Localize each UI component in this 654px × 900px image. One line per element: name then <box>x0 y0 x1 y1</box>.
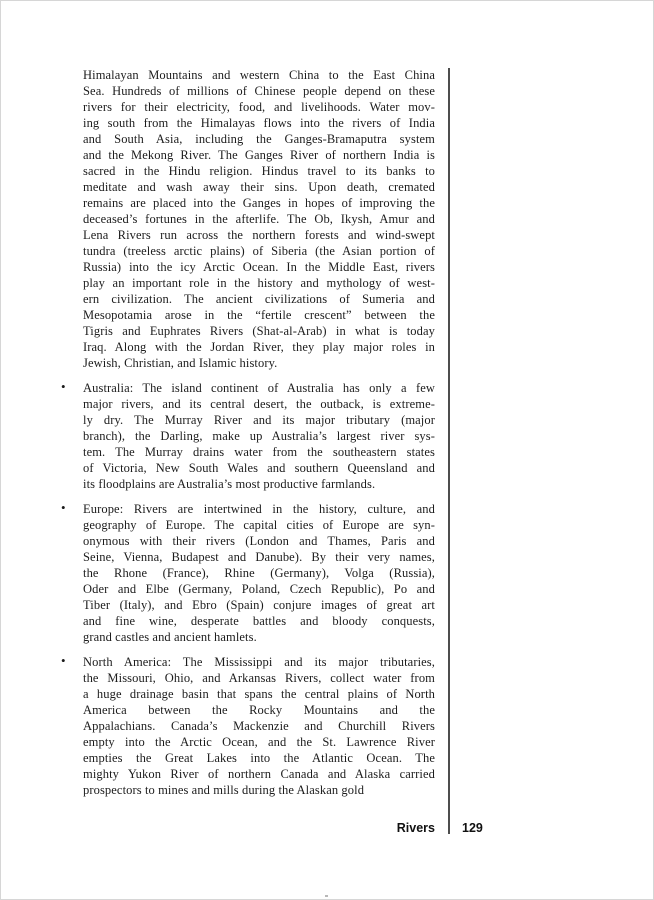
text-line: deceased’s fortunes in the afterlife. The Ob, Ikysh, Amur and <box>83 212 435 226</box>
bullet-item-north-america <box>61 653 435 798</box>
text-line: branch), the Darling, make up Australia’s largest river sys- <box>83 429 435 443</box>
text-line: Jewish, Christian, and Islamic history. <box>83 356 278 370</box>
text-line: and South Asia, including the Ganges-Bramaputra system <box>83 132 435 146</box>
text-line: Lena Rivers run across the northern forests and wind-swept <box>83 228 435 242</box>
text-line: prospectors to mines and mills during the Alaskan gold <box>83 783 365 797</box>
text-line: Tigris and Euphrates Rivers (Shat-al-Arab) in what is today <box>83 324 435 338</box>
text-line: remains are placed into the Ganges in hopes of improving the <box>83 196 435 210</box>
text-line: play an important role in the history and mythology of west- <box>83 276 435 290</box>
text-line: Europe: Rivers are intertwined in the history, culture, and <box>83 502 435 516</box>
text-line: and fine wine, desperate battles and bloody conquests, <box>83 614 435 628</box>
text-line: rivers for their electricity, food, and livelihoods. Water mov- <box>83 100 435 114</box>
text-line: tem. The Murray drains water from the southeastern states <box>83 445 435 459</box>
text-line: Himalayan Mountains and western China to the East China <box>83 68 435 82</box>
text-line: Appalachians. Canada’s Mackenzie and Churchill Rivers <box>83 719 435 733</box>
text-line: Iraq. Along with the Jordan River, they play major roles in <box>83 340 435 354</box>
text-line: major rivers, and its central desert, the outback, is extreme- <box>83 397 435 411</box>
text-line: its floodplains are Australia’s most productive farmlands. <box>83 477 376 491</box>
text-line: Sea. Hundreds of millions of Chinese people depend on these <box>83 84 435 98</box>
text-line: North America: The Mississippi and its major tributaries, <box>83 655 435 669</box>
text-line: a huge drainage basin that spans the central plains of North <box>83 687 435 701</box>
text-line: of Victoria, New South Wales and southern Queensland and <box>83 461 435 475</box>
bullet-icon: • <box>61 379 66 394</box>
text-line: empties the Great Lakes into the Atlantic Ocean. The <box>83 751 435 765</box>
text-column <box>61 67 435 798</box>
bullet-text-europe <box>83 501 435 645</box>
footer-page-number: 129 <box>462 821 483 835</box>
text-line: sacred in the Hindu religion. Hindus travel to its banks to <box>83 164 435 178</box>
text-line: the Rhone (France), Rhine (Germany), Volga (Russia), <box>83 566 435 580</box>
bullet-item-europe <box>61 500 435 645</box>
text-line: Oder and Elbe (Germany, Poland, Czech Republic), Po and <box>83 582 435 596</box>
text-line: empty into the Arctic Ocean, and the St. Lawrence River <box>83 735 435 749</box>
text-line: Russia) into the icy Arctic Ocean. In the Middle East, rivers <box>83 260 435 274</box>
intro-paragraph <box>83 67 435 371</box>
text-line: Australia: The island continent of Australia has only a few <box>83 381 435 395</box>
text-line: the Missouri, Ohio, and Arkansas Rivers, collect water from <box>83 671 435 685</box>
margin-rule <box>448 68 450 834</box>
text-line: America between the Rocky Mountains and the <box>83 703 435 717</box>
text-line: Seine, Vienna, Budapest and Danube). By their very names, <box>83 550 435 564</box>
text-line: ing south from the Himalayas flows into the rivers of India <box>83 116 435 130</box>
footer-section-label: Rivers <box>396 821 435 835</box>
text-line: ern civilization. The ancient civilizations of Sumeria and <box>83 292 435 306</box>
bullet-text-north-america <box>83 654 435 798</box>
text-line: Tiber (Italy), and Ebro (Spain) conjure images of great art <box>83 598 435 612</box>
text-line: onymous with their rivers (London and Thames, Paris and <box>83 534 435 548</box>
text-line: mighty Yukon River of northern Canada and Alaska carried <box>83 767 435 781</box>
text-line: geography of Europe. The capital cities of Europe are syn- <box>83 518 435 532</box>
text-line: ly dry. The Murray River and its major tributary (major <box>83 413 435 427</box>
bullet-item-australia <box>61 379 435 492</box>
text-line: meditate and wash away their sins. Upon death, cremated <box>83 180 435 194</box>
scan-speck <box>325 895 328 897</box>
text-line: grand castles and ancient hamlets. <box>83 630 257 644</box>
bullet-text-australia <box>83 380 435 492</box>
text-line: Mesopotamia arose in the “fertile crescent” between the <box>83 308 435 322</box>
text-line: and the Mekong River. The Ganges River of northern India is <box>83 148 435 162</box>
text-line: tundra (treeless arctic plains) of Siberia (the Asian portion of <box>83 244 435 258</box>
bullet-icon: • <box>61 500 66 515</box>
bullet-icon: • <box>61 653 66 668</box>
